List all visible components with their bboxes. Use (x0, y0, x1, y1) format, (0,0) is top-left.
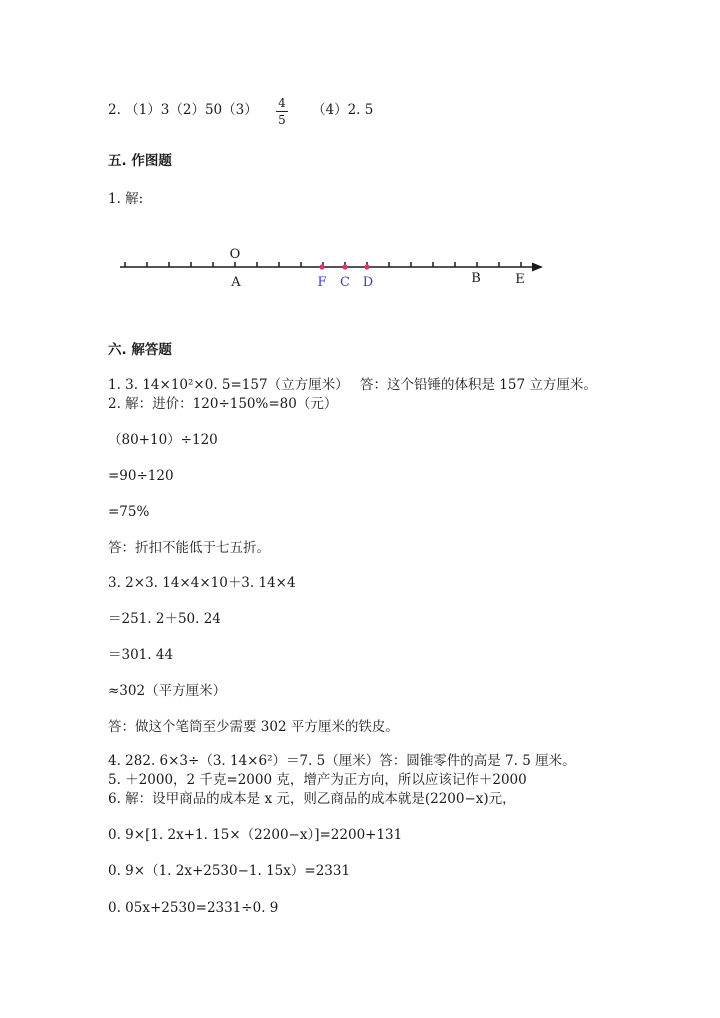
solution-line: 答：做这个笔筒至少需要 302 平方厘米的铁皮。 (108, 719, 399, 735)
solution-line: ＝301. 44 (108, 647, 174, 663)
label-d: D (362, 275, 374, 290)
solution-line: 6. 解：设甲商品的成本是 x 元，则乙商品的成本就是(2200−x)元， (108, 791, 516, 807)
section-title-6: 六. 解答题 (108, 342, 172, 358)
label-f: F (317, 275, 327, 290)
solution-line: 4. 282. 6×3÷（3. 14×6²）＝7. 5（厘米）答：圆锥零件的高是 7. 5 厘米。 (108, 753, 576, 769)
label-a: A (231, 275, 241, 290)
fraction-denominator: 5 (278, 113, 286, 127)
point-c-marker (342, 264, 347, 269)
solution-line: =90÷120 (108, 468, 174, 484)
number-line-diagram (110, 240, 560, 300)
solution-line: 0. 05x+2530=2331÷0. 9 (108, 900, 279, 916)
solution-line: 3. 2×3. 14×4×10＋3. 14×4 (108, 575, 296, 591)
label-c: C (340, 275, 350, 290)
point-f-marker (319, 264, 324, 269)
solution-answer-1: 答：这个铅锤的体积是 157 立方厘米。 (360, 377, 597, 393)
section5-q1-label: 1. 解: (108, 191, 144, 207)
solution-line: 1. 3. 14×10²×0. 5=157（立方厘米） (108, 377, 349, 393)
solution-line: ＝251. 2＋50. 24 (108, 611, 221, 627)
solution-line: 答：折扣不能低于七五折。 (108, 540, 270, 556)
solution-line: =75% (108, 504, 150, 520)
label-o: O (229, 247, 241, 262)
answer-text-part-b: （4）2. 5 (312, 102, 374, 118)
point-d-marker (364, 264, 369, 269)
answer-text-part-a: 2. （1）3（2）50（3） (108, 102, 258, 118)
label-b: B (471, 271, 481, 286)
solution-line: 0. 9×[1. 2x+1. 15×（2200−x）]=2200+131 (108, 827, 403, 843)
fraction-bar (276, 111, 288, 112)
label-e: E (515, 272, 525, 287)
solution-line: 2. 解：进价：120÷150%=80（元） (108, 396, 338, 412)
fraction (276, 96, 288, 127)
solution-line: 5. ＋2000，2 千克=2000 克，增产为正方向，所以应该记作＋2000 (108, 772, 527, 788)
solution-line: 0. 9×（1. 2x+2530−1. 15x）=2331 (108, 863, 351, 879)
answer-line-q2 (108, 101, 258, 119)
solution-line: （80+10）÷120 (108, 432, 218, 448)
fraction-numerator: 4 (278, 96, 286, 110)
solution-line: ≈302（平方厘米） (108, 683, 227, 699)
section-title-5: 五. 作图题 (108, 153, 172, 169)
axis-arrow-icon (532, 263, 543, 272)
